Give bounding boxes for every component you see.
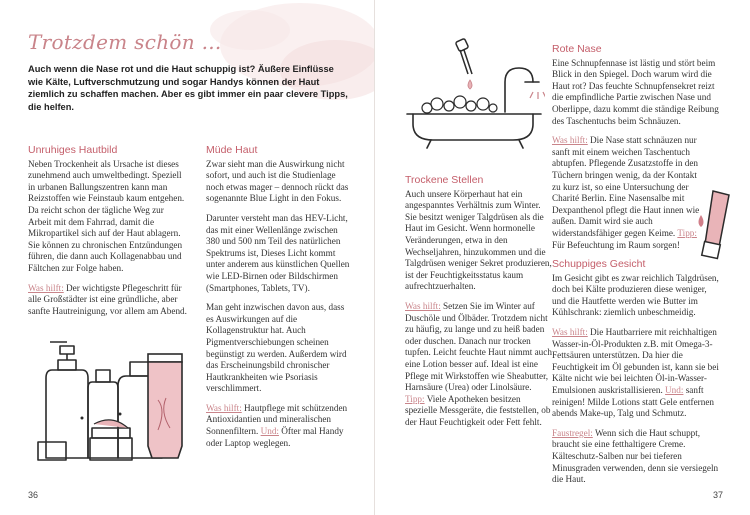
bathtub-icon — [405, 62, 545, 157]
faustregel-label: Faustregel: — [552, 427, 593, 438]
hint-text: Setzen Sie im Winter auf Duschöle und Ölbäder. Trotzdem nicht zu häufig, zu lange und zu heiß baden oder duschen. Danach nur trocken tupfen. Leicht feuchte Haut nimmt auch eine Lotion besser auf. Ideal ist eine Pflege mit Wirkstoffen wie Sheabutter, Harnsäure (Urea) oder Linolsäure. — [405, 300, 552, 393]
section-heading: Trockene Stellen — [405, 174, 484, 186]
und-text: sanft reinigen! Milde Lotions statt Gele entfernen abends Make-up, Talg und Schmutz. — [552, 385, 715, 419]
hint-label: Was hilft: — [552, 327, 588, 338]
hint-label: Was hilft: — [405, 300, 441, 311]
section-rote-nase — [552, 44, 720, 494]
hint-paragraph — [206, 403, 352, 449]
section-heading: Rote Nase — [552, 43, 602, 55]
hint-label: Was hilft: — [206, 402, 242, 413]
page-title: Trotzdem schön ... — [28, 30, 222, 54]
paragraph: Man geht inzwischen davon aus, dass es Auswirkungen auf die Kollagenstruktur hat. Auch Pigmentverschiebungen scheinen begünstigt zu werden. Außerdem wird das Erscheinungsbild chronischer Hautkrankheiten wie Psoriasis verschlimmert. — [206, 302, 347, 394]
tipp-label: Tipp: — [677, 227, 697, 238]
tipp-text: Viele Apotheken besitzen spezielle Messgeräte, die feststellen, ob der Haut Feuchtigkeit oder Fett fehlt. — [405, 393, 551, 427]
faustregel-paragraph — [552, 428, 720, 486]
hint-label: Was hilft: — [552, 135, 588, 146]
faustregel-text: Wenn sich die Haut schuppt, braucht sie eine fetthaltigere Creme. Kälteschutz-Salben nur bei tieferen Minusgraden verwenden, denn sie versiegeln die Haut. — [552, 427, 719, 485]
paragraph: Neben Trockenheit als Ursache ist dieses zunehmend auch umweltbedingt. Speziell in urbanen Ballungszentren kann man Reizstoffen wie Feinstaub kaum entgehen. Da reicht schon der tägliche Weg zur Arbeit mit dem Fahrrad, damit die Mikropartikel sich auf der Haut ablagern. Sie können zu chronischen Entzündungen führen, die dann auch Kollagenabbau und Fältchen zur Folge haben. — [28, 158, 185, 273]
section-heading: Schuppiges Gesicht — [552, 258, 646, 271]
section-heading: Müde Haut — [206, 144, 258, 156]
section-unruhiges-hautbild — [28, 145, 188, 325]
hint-text: Hautpflege mit schützenden Antioxidantien und mineralischen Sonnenfiltern. — [206, 402, 348, 437]
left-page — [0, 0, 374, 515]
paragraph: Auch unsere Körperhaut hat ein angespanntes Verhältnis zum Winter. Sie besitzt weniger Talgdrüsen als die Haut im Gesicht. Wenn hormonelle Veränderungen, etwa in den Wechseljahren, hinzukommen und die Talgdrüsen weniger Sekret produzieren, ist der Feuchtigkeitsstatus kaum aufrechtzuerhalten. — [405, 188, 552, 292]
hint-text: Der wichtigste Pflegeschritt für alle Großstädter ist eine gründliche, aber sanfte Hautreinigung, vor allem am Abend. — [28, 282, 187, 316]
hint-text: Die Hautbarriere mit reichhaltigen Wasser-in-Öl-Produkten z.B. mit Omega-3-Fettsäuren unterstützen. Da hier die Feuchtigkeit im Öl gebunden ist, kann sie bei Kälte nicht wie bei leichten Öl-in-Wasser-Emulsionen auskristallisieren. — [552, 327, 719, 396]
und-text: Öfter mal Handy oder Laptop weglegen. — [206, 426, 344, 448]
right-page — [375, 0, 750, 515]
page-number: 37 — [713, 490, 724, 500]
paragraph: Darunter versteht man das HEV-Licht, das mit einer Wellenlänge zwischen 380 und 500 nm Teil des natürlichen Spektrums ist, Dieses Licht kommt unter anderem aus künstlichen Quellen wie LED-Birnen oder Bildschirmen (Smartphones, Tablets, TV). — [206, 212, 350, 293]
tipp-label: Tipp: — [405, 393, 425, 404]
hint-label: Was hilft: — [28, 282, 64, 293]
section-heading: Unruhiges Hautbild — [28, 144, 118, 156]
intro-text: Auch wenn die Nase rot und die Haut schuppig ist? Äußere Einflüsse wie Kälte, Luftverschmutzung und sogar Handys können der Haut ziemlich zu schaffen machen. Aber es gibt immer ein paar clevere Tipps, die helfen. — [28, 64, 348, 112]
und-label: Und: — [260, 426, 279, 437]
hint-paragraph — [405, 301, 553, 429]
paragraph: Im Gesicht gibt es zwar reichlich Talgdrüsen, doch bei Kälte produzieren diese weniger, und die Hautfette werden wie Butter im Kühlschrank: ziemlich unbeschmeidig. — [552, 272, 719, 318]
page-number: 36 — [28, 490, 39, 500]
hint-paragraph — [552, 327, 720, 420]
hint-paragraph — [28, 283, 188, 318]
section-trockene-stellen — [405, 175, 553, 436]
und-label: Und: — [665, 385, 684, 396]
paragraph: Zwar sieht man die Auswirkung nicht sofort, und auch ist die Studienlage noch etwas mager – dennoch rückt das sogenannte Blue Light in den Fokus. — [206, 158, 349, 204]
section-muede-haut — [206, 145, 352, 457]
hint-text: Die Nase statt schnäuzen nur sanft mit einem weichen Taschentuch abtupfen. Pflegende Zusatzstoffe in den Tüchern bringen wenig, da der Kontakt zu kurz ist, so eine Untersuchung der Charité Berlin. Eine Nasensalbe mit Dexpanthenol pflegt die Haut innen wie außen. Damit wird sie auch widerstandsfähiger gegen Keime. — [552, 135, 700, 238]
tipp-text: Für Befeuchtung im Raum sorgen! — [552, 239, 680, 250]
cosmetics-bottles-icon — [30, 340, 200, 470]
paragraph: Eine Schnupfennase ist lästig und stört beim Blick in den Spiegel. Doch warum wird die Haut rot? Das feuchte Schnupfensekret reizt die empfindliche Partie zwischen Nase und Oberlippe, dazu kommt die ständige Reibung des Taschentuchs beim Schnäuzen. — [552, 57, 719, 126]
hint-paragraph — [552, 135, 702, 251]
